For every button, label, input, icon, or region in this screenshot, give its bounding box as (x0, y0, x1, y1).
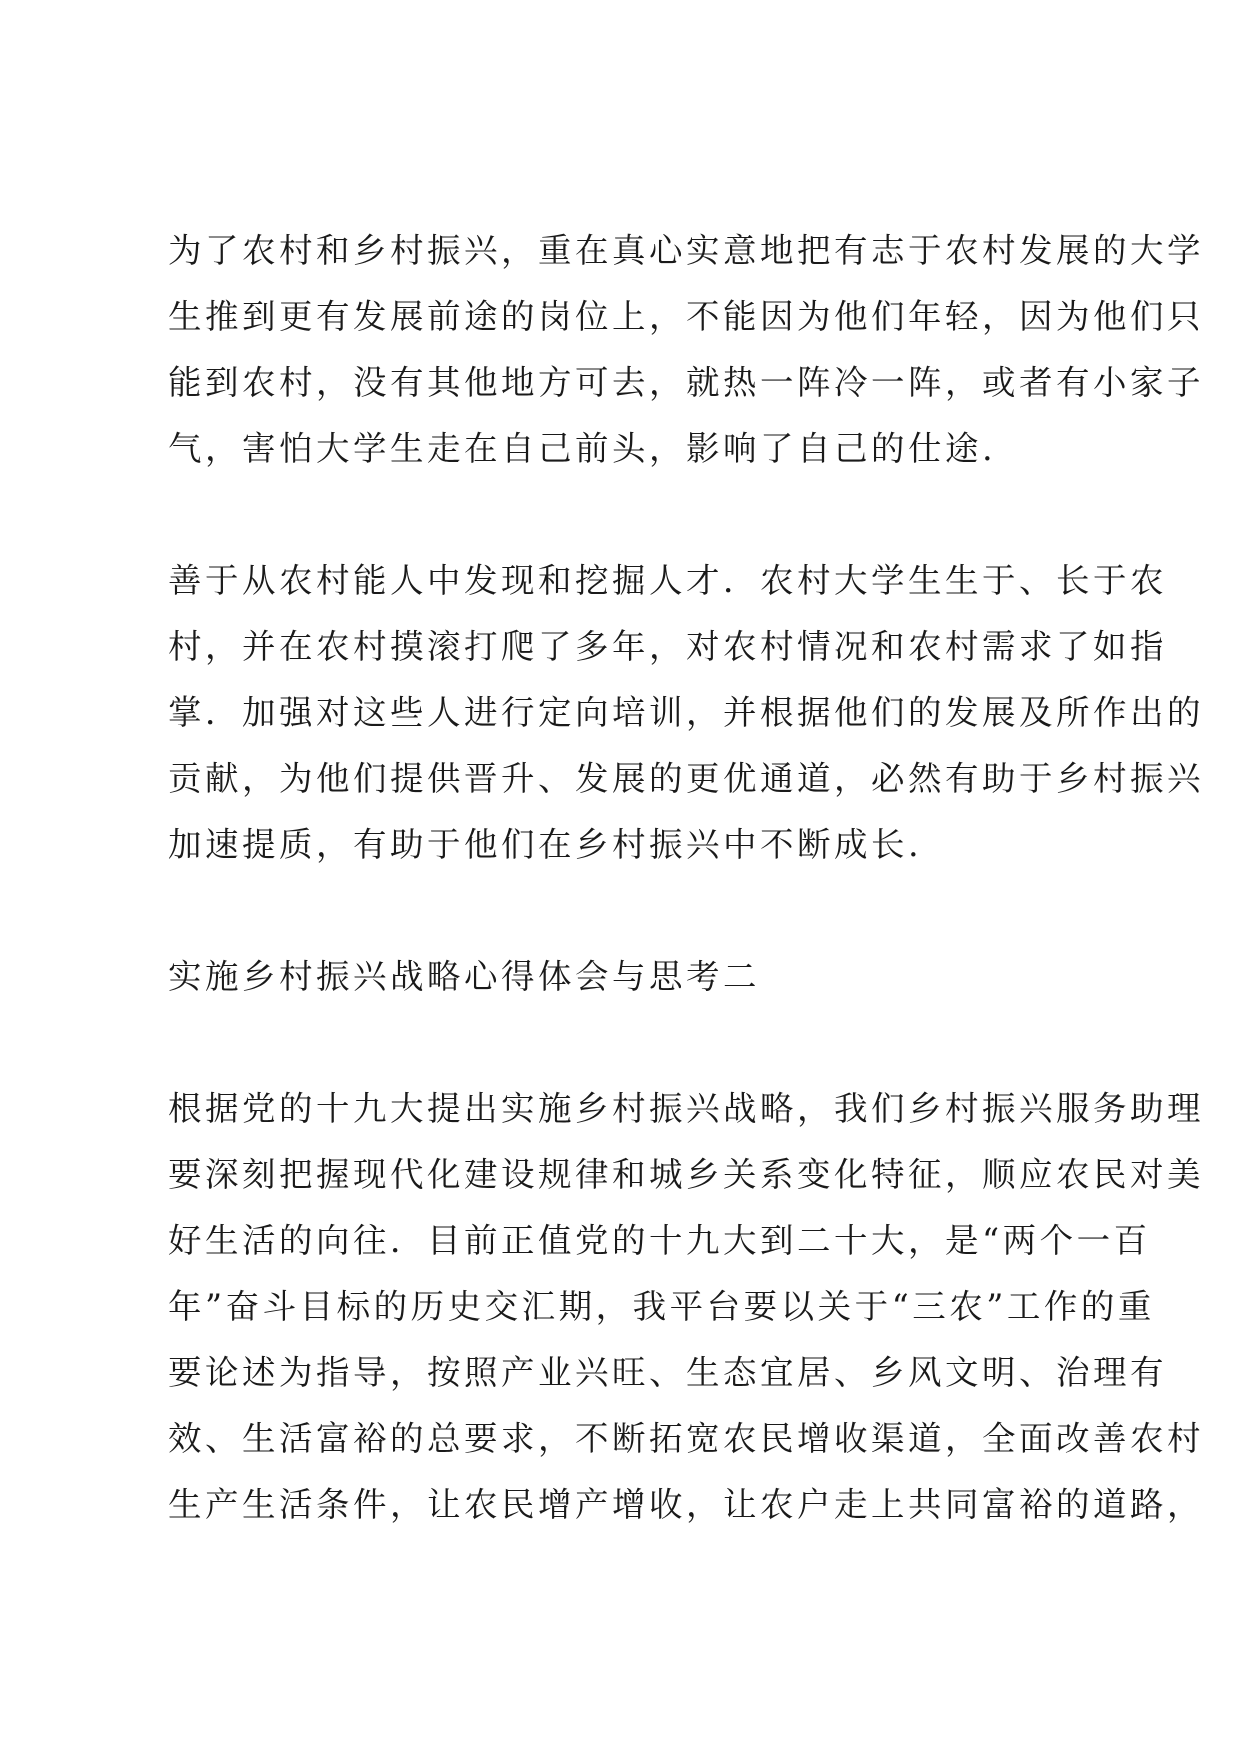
text-line: 村，并在农村摸滚打爬了多年，对农村情况和农村需求了如指 (168, 627, 1167, 666)
section-heading: 实施乡村振兴战略心得体会与思考二 (168, 957, 760, 996)
text-line: 善于从农村能人中发现和挖掘人才．农村大学生生于、长于农 (168, 561, 1167, 600)
text-line: 年”奋斗目标的历史交汇期，我平台要以关于“三农”工作的重 (168, 1287, 1155, 1326)
text-line: 加速提质，有助于他们在乡村振兴中不断成长. (168, 825, 923, 864)
text-line: 生产生活条件，让农民增产增收，让农户走上共同富裕的道路， (168, 1485, 1204, 1524)
text-line: 要深刻把握现代化建设规律和城乡关系变化特征，顺应农民对美 (168, 1155, 1204, 1194)
paragraph-3 (168, 1076, 1204, 1538)
text-line: 气，害怕大学生走在自己前头，影响了自己的仕途. (168, 429, 997, 468)
text-line: 为了农村和乡村振兴，重在真心实意地把有志于农村发展的大学 (168, 231, 1204, 270)
text-line: 根据党的十九大提出实施乡村振兴战略，我们乡村振兴服务助理 (168, 1089, 1204, 1128)
text-line: 好生活的向往．目前正值党的十九大到二十大，是“两个一百 (168, 1221, 1151, 1260)
text-line: 掌．加强对这些人进行定向培训，并根据他们的发展及所作出的 (168, 693, 1204, 732)
document-body (168, 218, 1204, 1604)
text-line: 生推到更有发展前途的岗位上，不能因为他们年轻，因为他们只 (168, 297, 1204, 336)
text-line: 要论述为指导，按照产业兴旺、生态宜居、乡风文明、治理有 (168, 1353, 1167, 1392)
text-line: 能到农村，没有其他地方可去，就热一阵冷一阵，或者有小家子 (168, 363, 1204, 402)
paragraph-1 (168, 218, 1204, 482)
paragraph-2 (168, 548, 1204, 878)
text-line: 贡献，为他们提供晋升、发展的更优通道，必然有助于乡村振兴 (168, 759, 1204, 798)
text-line: 效、生活富裕的总要求，不断拓宽农民增收渠道，全面改善农村 (168, 1419, 1204, 1458)
